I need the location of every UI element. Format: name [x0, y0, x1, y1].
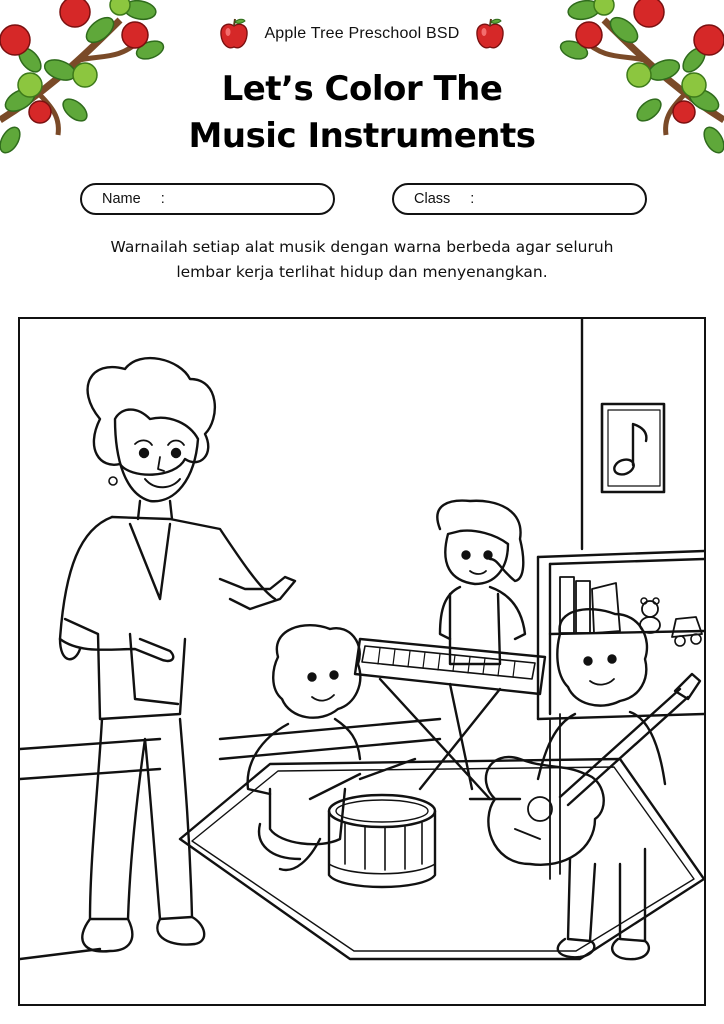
instructions	[60, 235, 664, 285]
school-name: Apple Tree Preschool BSD	[264, 25, 460, 42]
teacher	[60, 358, 295, 951]
school-header	[0, 16, 724, 52]
music-note-poster	[602, 404, 664, 492]
snare-drum[interactable]	[329, 795, 435, 887]
coloring-illustration[interactable]	[18, 317, 706, 1006]
apple-icon	[218, 17, 250, 51]
title-line-1: Let’s Color The	[221, 69, 503, 109]
boy-guitarist	[538, 609, 665, 959]
boy-drummer	[248, 625, 415, 870]
music-note-icon	[612, 424, 646, 477]
name-separator: :	[160, 191, 165, 207]
girl-keyboard-player	[437, 501, 525, 664]
class-label: Class	[414, 191, 451, 207]
instructions-line-1: Warnailah setiap alat musik dengan warna berbeda agar seluruh	[110, 238, 614, 256]
class-separator: :	[470, 191, 475, 207]
instructions-line-2: lembar kerja terlihat hidup dan menyenangkan.	[176, 263, 548, 281]
toy-shelf	[538, 551, 704, 879]
page-title	[0, 66, 724, 160]
name-label: Name	[102, 191, 141, 207]
title-line-2: Music Instruments	[188, 116, 536, 156]
rug	[180, 759, 704, 959]
name-field[interactable]	[80, 183, 335, 215]
class-field[interactable]	[392, 183, 647, 215]
acoustic-guitar[interactable]	[486, 674, 700, 865]
apple-icon	[474, 17, 506, 51]
